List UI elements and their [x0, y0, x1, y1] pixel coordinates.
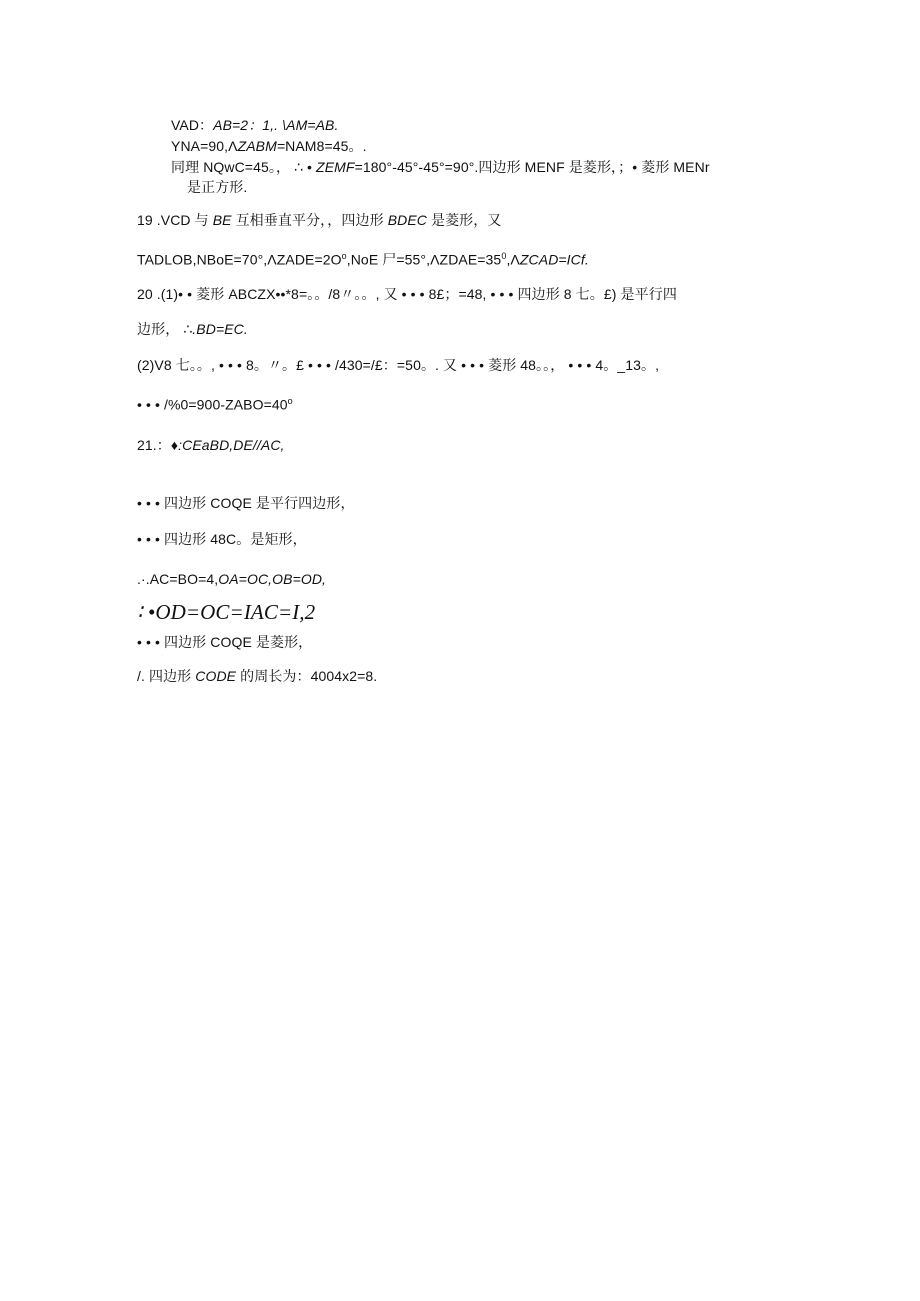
- line-q21: [137, 436, 285, 454]
- text-fragment: VAD：: [171, 117, 214, 133]
- text-fragment: ZCAD=ICf.: [519, 251, 589, 268]
- text-fragment: 边形，: [137, 321, 184, 337]
- text-fragment: 21.：: [137, 437, 171, 453]
- line-vad: [171, 116, 338, 134]
- text-fragment: ZABM=: [237, 138, 286, 154]
- line-q19: [137, 211, 501, 229]
- line-tongli: [171, 158, 710, 176]
- text-fragment: ,Λ: [506, 251, 520, 268]
- text-fragment: =180°-45°-45°=90°.四边形 MENF 是菱形，；• 菱形 MENr: [354, 159, 710, 175]
- text-fragment: 是正方形.: [187, 179, 248, 195]
- text-fragment: 是菱形，又: [426, 212, 502, 228]
- text-fragment: OA=OC,OB=OD,: [218, 571, 327, 587]
- text-fragment: AB=2：1,. \AM=AB.: [213, 117, 339, 133]
- text-fragment: CODE: [195, 668, 237, 684]
- line-q21-parallelogram: [137, 494, 355, 512]
- text-fragment: BE: [212, 212, 232, 228]
- line-q21-od: [137, 600, 315, 624]
- text-fragment: 20 .(1)• • 菱形 ABCZX••*8=。。/8〃。。, 又 • • • 8£；=48, • • • 四边形 8 七。£) 是平行四: [137, 286, 677, 302]
- text-fragment: BDEC: [387, 212, 427, 228]
- text-fragment: • • • 四边形 COQE 是平行四边形，: [137, 495, 355, 511]
- text-fragment: • • • 四边形 48C。是矩形，: [137, 531, 307, 547]
- text-fragment: • • • 四边形 COQE 是菱形，: [137, 634, 313, 650]
- text-fragment: o: [341, 251, 347, 261]
- text-fragment: ,NoE 尸=55°,ΛZDAE=35: [346, 251, 502, 268]
- text-fragment: YNA=90,Λ: [171, 138, 238, 154]
- text-fragment: NAM8=45。.: [285, 138, 367, 154]
- text-fragment: /. 四边形: [137, 668, 196, 684]
- text-fragment: ZEMF: [316, 159, 355, 175]
- text-fragment: ♦:CEaBD,DE//AC,: [170, 437, 285, 453]
- text-fragment: .·.AC=BO=4,: [137, 571, 219, 587]
- line-q19-angles: [137, 247, 589, 269]
- line-q21-rectangle: [137, 530, 307, 548]
- text-fragment: 的周长为：4004x2=8.: [236, 668, 378, 684]
- text-fragment: ∶ •OD=OC=IAC=I,2: [137, 600, 316, 624]
- line-yna: [171, 137, 367, 155]
- line-q21-ac: [137, 570, 326, 588]
- line-q20-1: [137, 285, 677, 303]
- line-q20-1-cont: [137, 320, 248, 338]
- line-q21-rhombus: [137, 633, 312, 651]
- text-fragment: 同理 NQwC=45。， ∴ •: [171, 159, 317, 175]
- text-fragment: TADLOB,NBoE=70°,ΛZADE=2O: [137, 251, 342, 268]
- line-q20-2-cont: [137, 392, 293, 414]
- text-fragment: ∴.BD=EC.: [183, 321, 248, 337]
- text-fragment: o: [287, 396, 293, 406]
- text-fragment: • • • /%0=900-ZABO=40: [137, 396, 288, 413]
- line-zhengfangxing: [187, 178, 247, 196]
- text-fragment: (2)V8 七。。, • • • 8。〃。£ • • • /430=/£：=50。. 又 • • • 菱形 48。。， • • • 4。_13。,: [137, 357, 660, 373]
- text-fragment: 0: [501, 251, 507, 261]
- text-fragment: 互相垂直平分，，四边形: [231, 212, 388, 228]
- line-q21-perimeter: [137, 667, 377, 685]
- text-fragment: 19 .VCD 与: [137, 212, 213, 228]
- line-q20-2: [137, 356, 659, 374]
